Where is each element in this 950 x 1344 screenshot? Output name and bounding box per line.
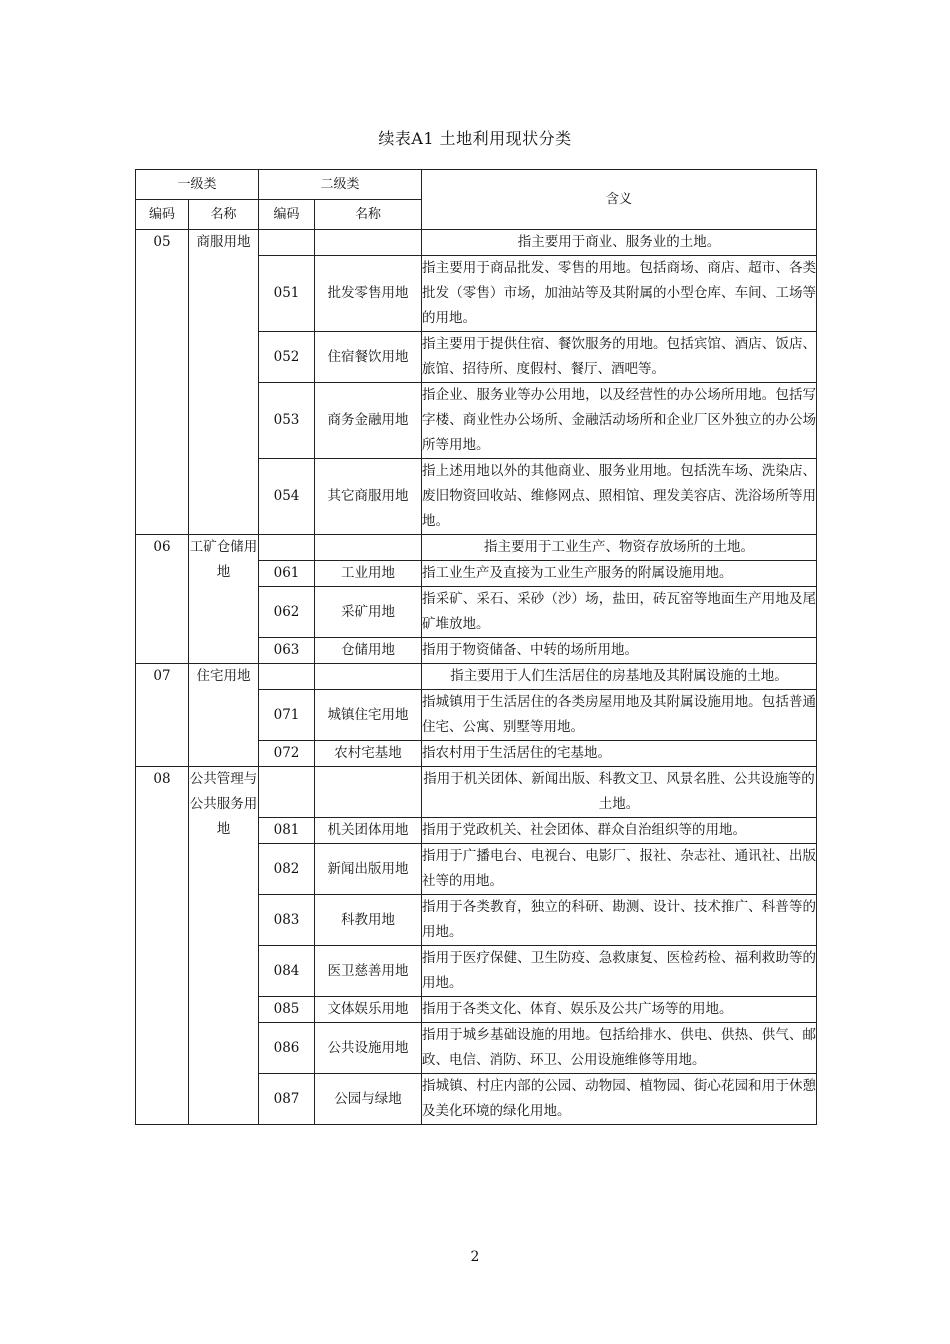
- level2-code: 084: [259, 946, 315, 997]
- table-row: [136, 767, 817, 818]
- level2-code: 072: [259, 741, 315, 767]
- level2-name: 城镇住宅用地: [315, 690, 422, 741]
- level2-code: 085: [259, 997, 315, 1023]
- level2-code: 071: [259, 690, 315, 741]
- level2-name: 公园与绿地: [315, 1074, 422, 1125]
- level2-code: 061: [259, 561, 315, 587]
- level2-meaning: 指上述用地以外的其他商业、服务业用地。包括洗车场、洗染店、废旧物资回收站、维修网点、照相馆、理发美容店、洗浴场所等用地。: [422, 459, 817, 535]
- page-number: 2: [470, 1249, 480, 1265]
- level2-meaning: 指用于物资储备、中转的场所用地。: [422, 638, 817, 664]
- empty-cell: [259, 535, 315, 561]
- empty-cell: [315, 230, 422, 256]
- level1-meaning: 指用于机关团体、新闻出版、科教文卫、风景名胜、公共设施等的土地。: [422, 767, 817, 818]
- empty-cell: [259, 664, 315, 690]
- level1-name: 公共管理与公共服务用地: [189, 767, 259, 1125]
- level2-code: 063: [259, 638, 315, 664]
- land-classification-table: [135, 169, 817, 1125]
- level2-code: 082: [259, 844, 315, 895]
- level2-code: 083: [259, 895, 315, 946]
- level1-code: 05: [136, 230, 189, 535]
- level2-name: 科教用地: [315, 895, 422, 946]
- empty-cell: [315, 767, 422, 818]
- level2-name: 其它商服用地: [315, 459, 422, 535]
- level2-name: 商务金融用地: [315, 383, 422, 459]
- level1-code: 06: [136, 535, 189, 664]
- header-level1-code: 编码: [136, 200, 189, 230]
- level2-code: 053: [259, 383, 315, 459]
- level2-name: 采矿用地: [315, 587, 422, 638]
- level1-name: 商服用地: [189, 230, 259, 535]
- table-body: [136, 230, 817, 1125]
- level2-meaning: 指城镇、村庄内部的公园、动物园、植物园、街心花园和用于休憩及美化环境的绿化用地。: [422, 1074, 817, 1125]
- level2-meaning: 指企业、服务业等办公用地，以及经营性的办公场所用地。包括写字楼、商业性办公场所、金融活动场所和企业厂区外独立的办公场所等用地。: [422, 383, 817, 459]
- level2-meaning: 指主要用于商品批发、零售的用地。包括商场、商店、超市、各类批发（零售）市场，加油站等及其附属的小型仓库、车间、工场等的用地。: [422, 256, 817, 332]
- level2-meaning: 指工业生产及直接为工业生产服务的附属设施用地。: [422, 561, 817, 587]
- level2-meaning: 指城镇用于生活居住的各类房屋用地及其附属设施用地。包括普通住宅、公寓、别墅等用地。: [422, 690, 817, 741]
- level2-name: 住宿餐饮用地: [315, 332, 422, 383]
- level2-meaning: 指用于各类教育，独立的科研、勘测、设计、技术推广、科普等的用地。: [422, 895, 817, 946]
- table-row: [136, 535, 817, 561]
- table-row: [136, 664, 817, 690]
- level2-meaning: 指农村用于生活居住的宅基地。: [422, 741, 817, 767]
- level1-code: 08: [136, 767, 189, 1125]
- level1-meaning: 指主要用于工业生产、物资存放场所的土地。: [422, 535, 817, 561]
- level2-meaning: 指用于广播电台、电视台、电影厂、报社、杂志社、通讯社、出版社等的用地。: [422, 844, 817, 895]
- level2-name: 仓储用地: [315, 638, 422, 664]
- empty-cell: [315, 664, 422, 690]
- level2-code: 062: [259, 587, 315, 638]
- level2-code: 051: [259, 256, 315, 332]
- header-meaning: 含义: [422, 170, 817, 230]
- level2-code: 054: [259, 459, 315, 535]
- level2-name: 医卫慈善用地: [315, 946, 422, 997]
- level2-name: 公共设施用地: [315, 1023, 422, 1074]
- header-level2-code: 编码: [259, 200, 315, 230]
- level2-name: 文体娱乐用地: [315, 997, 422, 1023]
- level2-meaning: 指用于医疗保健、卫生防疫、急救康复、医检药检、福利救助等的用地。: [422, 946, 817, 997]
- level2-name: 工业用地: [315, 561, 422, 587]
- level2-code: 086: [259, 1023, 315, 1074]
- level2-meaning: 指用于城乡基础设施的用地。包括给排水、供电、供热、供气、邮政、电信、消防、环卫、公用设施维修等用地。: [422, 1023, 817, 1074]
- level2-code: 087: [259, 1074, 315, 1125]
- empty-cell: [315, 535, 422, 561]
- level1-name: 住宅用地: [189, 664, 259, 767]
- level2-meaning: 指主要用于提供住宿、餐饮服务的用地。包括宾馆、酒店、饭店、旅馆、招待所、度假村、餐厅、酒吧等。: [422, 332, 817, 383]
- level1-name: 工矿仓储用地: [189, 535, 259, 664]
- level2-code: 081: [259, 818, 315, 844]
- header-row-1: [136, 170, 817, 200]
- level2-name: 机关团体用地: [315, 818, 422, 844]
- level1-meaning: 指主要用于人们生活居住的房基地及其附属设施的土地。: [422, 664, 817, 690]
- table-row: [136, 230, 817, 256]
- level1-meaning: 指主要用于商业、服务业的土地。: [422, 230, 817, 256]
- level2-code: 052: [259, 332, 315, 383]
- level2-name: 批发零售用地: [315, 256, 422, 332]
- header-level2: 二级类: [259, 170, 422, 200]
- level1-code: 07: [136, 664, 189, 767]
- level2-meaning: 指用于党政机关、社会团体、群众自治组织等的用地。: [422, 818, 817, 844]
- level2-name: 新闻出版用地: [315, 844, 422, 895]
- header-level2-name: 名称: [315, 200, 422, 230]
- header-level1-name: 名称: [189, 200, 259, 230]
- empty-cell: [259, 767, 315, 818]
- empty-cell: [259, 230, 315, 256]
- table-title: 续表A1 土地利用现状分类: [378, 129, 572, 148]
- level2-meaning: 指采矿、采石、采砂（沙）场，盐田，砖瓦窑等地面生产用地及尾矿堆放地。: [422, 587, 817, 638]
- level2-meaning: 指用于各类文化、体育、娱乐及公共广场等的用地。: [422, 997, 817, 1023]
- header-level1: 一级类: [136, 170, 259, 200]
- level2-name: 农村宅基地: [315, 741, 422, 767]
